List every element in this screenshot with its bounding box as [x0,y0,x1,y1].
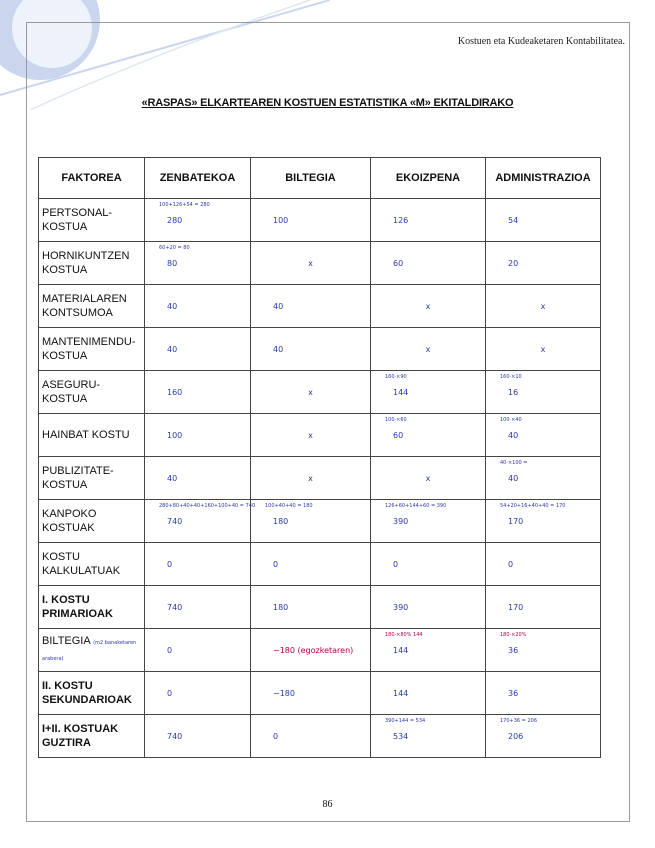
table-cell [251,629,371,672]
table-cell [486,715,601,758]
table-cell [251,371,371,414]
handwritten-value: 40 [167,474,178,483]
table-cell [251,285,371,328]
table-cell [251,457,371,500]
handwritten-value: 740 [167,603,183,612]
table-cell [486,586,601,629]
row-label-text: HAINBAT KOSTU [42,429,130,441]
row-label [39,328,145,371]
table-header-row [39,158,601,199]
table-row [39,328,601,371]
table-cell [145,543,251,586]
page-number: 86 [322,799,333,810]
handwritten-calculation: 100·×60 [385,417,407,423]
table-cell [251,199,371,242]
handwritten-calculation: 170+36 = 206 [500,718,538,724]
handwritten-value: −180 [273,689,295,698]
handwritten-value: 60 [393,259,404,268]
table-cell [251,328,371,371]
table-cell [371,543,486,586]
handwritten-calculation: 126+60+144+60 = 390 [385,503,447,509]
table-cell [371,414,486,457]
table-row [39,500,601,543]
handwritten-value: 180 [273,517,289,526]
handwritten-calculation: 160·×10 [500,374,522,380]
table-cell [486,371,601,414]
row-label [39,371,145,414]
row-label [39,672,145,715]
handwritten-value: 206 [508,732,524,741]
table-cell [251,543,371,586]
row-label-text: MATERIALAREN KONTSUMOA [42,293,127,319]
table-cell [251,242,371,285]
table-row [39,371,601,414]
handwritten-value: x [425,345,431,354]
table-cell [371,285,486,328]
handwritten-value: 36 [508,689,519,698]
column-header: FAKTOREA [39,158,145,199]
handwritten-value: 100 [273,216,289,225]
handwritten-calculation: 100·×40 [500,417,522,423]
row-label [39,199,145,242]
table-cell [486,457,601,500]
row-label [39,629,145,672]
row-label-text: ASEGURU-KOSTUA [42,379,101,405]
handwritten-value: 0 [393,560,399,569]
handwritten-value: 390 [393,517,409,526]
handwritten-calculation: 280+80+40+40+160+100+40 = 740 [159,503,256,509]
handwritten-value: 280 [167,216,183,225]
row-label-text: BILTEGIA [42,635,91,647]
handwritten-value: 0 [167,560,173,569]
row-label [39,715,145,758]
row-label-text: PUBLIZITATE-KOSTUA [42,465,114,491]
handwritten-value: x [308,431,313,440]
table-row [39,199,601,242]
row-label-text: HORNIKUNTZEN KOSTUA [42,250,130,276]
table-row [39,285,601,328]
table-cell [486,328,601,371]
table-cell [371,715,486,758]
row-label [39,586,145,629]
handwritten-value: 144 [393,689,409,698]
table-cell [486,500,601,543]
handwritten-value: 534 [393,732,409,741]
row-label [39,457,145,500]
table-row [39,629,601,672]
handwritten-value: 170 [508,517,524,526]
table-cell [145,672,251,715]
column-header: BILTEGIA [251,158,371,199]
handwritten-value: 36 [508,646,519,655]
handwritten-value: 100 [167,431,183,440]
row-label [39,543,145,586]
table-row [39,543,601,586]
handwritten-value: x [540,302,546,311]
handwritten-calculation: 54+20+16+40+40 = 170 [500,503,566,509]
table-row [39,672,601,715]
handwritten-value: x [308,474,313,483]
handwritten-value: 0 [167,689,173,698]
handwritten-value: 160 [167,388,183,397]
handwritten-value: 40 [508,474,519,483]
handwritten-value: −180 (egozketaren) [273,646,354,655]
handwritten-value: 60 [393,431,404,440]
table-row [39,457,601,500]
table-cell [486,543,601,586]
handwritten-value: 40 [273,302,284,311]
handwritten-calculation: 180·×80% 144 [385,632,423,638]
table-cell [371,328,486,371]
table-cell [486,414,601,457]
handwritten-value: 80 [167,259,178,268]
table-cell [371,457,486,500]
cost-statistics-table [38,157,601,758]
table-cell [371,586,486,629]
handwritten-value: 390 [393,603,409,612]
handwritten-value: 180 [273,603,289,612]
table-cell [371,500,486,543]
row-label-text: KOSTU KALKULATUAK [42,551,121,577]
handwritten-value: 40 [508,431,519,440]
table-row [39,715,601,758]
handwritten-value: x [425,474,431,483]
row-label [39,414,145,457]
handwritten-value: x [540,345,546,354]
table-row [39,242,601,285]
page-title: «RASPAS» ELKARTEAREN KOSTUEN ESTATISTIKA «M» EKITALDIRAKO [141,97,514,109]
row-label-text: MANTENIMENDU-KOSTUA [42,336,136,362]
handwritten-value: 0 [273,560,279,569]
table-cell [371,629,486,672]
table-cell [251,715,371,758]
handwritten-calculation: 390+144 = 534 [385,718,426,724]
table-cell [145,500,256,543]
table-cell [145,457,251,500]
handwritten-value: 0 [508,560,514,569]
handwritten-calculation: 100+40+40 = 180 [265,503,313,509]
handwritten-value: 740 [167,517,183,526]
handwritten-value: 54 [508,216,519,225]
table-cell [371,371,486,414]
table-cell [145,371,251,414]
handwritten-value: 0 [167,646,173,655]
column-header: EKOIZPENA [371,158,486,199]
handwritten-value: 40 [167,345,178,354]
table-cell [486,242,601,285]
handwritten-calculation: 180·×20% [500,632,527,638]
table-cell [145,586,251,629]
table-cell [371,242,486,285]
column-header: ZENBATEKOA [145,158,251,199]
handwritten-calculation: 40·×100 = [500,460,528,466]
row-label-note: (m2 banaketaren arabera) [42,640,137,662]
table-row [39,586,601,629]
table-cell [145,285,251,328]
handwritten-value: 0 [273,732,279,741]
handwritten-value: 144 [393,388,409,397]
row-label-text: II. KOSTU SEKUNDARIOAK [42,680,132,706]
handwritten-value: x [308,259,313,268]
handwritten-value: 144 [393,646,409,655]
table-cell [145,199,251,242]
row-label [39,285,145,328]
table-cell [145,715,251,758]
table-cell [251,672,371,715]
table-cell [145,629,251,672]
handwritten-value: x [308,388,313,397]
table-cell [486,672,601,715]
handwritten-value: 126 [393,216,409,225]
handwritten-calculation: 160·×90 [385,374,407,380]
handwritten-calculation: 60+20 = 80 [159,245,190,251]
handwritten-value: x [425,302,431,311]
table-cell [486,199,601,242]
table-cell [371,672,486,715]
handwritten-calculation: 100+126+54 = 280 [159,202,210,208]
table-cell [251,500,371,543]
table-cell [145,242,251,285]
table-cell [486,629,601,672]
handwritten-value: 40 [273,345,284,354]
table-cell [145,328,251,371]
handwritten-value: 40 [167,302,178,311]
row-label-text: KANPOKO KOSTUAK [42,508,97,534]
row-label [39,500,145,543]
column-header: ADMINISTRAZIOA [486,158,601,199]
handwritten-value: 16 [508,388,519,397]
table-cell [371,199,486,242]
running-header: Kostuen eta Kudeaketaren Kontabilitatea. [457,36,625,47]
table-cell [251,414,371,457]
table-cell [486,285,601,328]
table-cell [251,586,371,629]
row-label [39,242,145,285]
table-cell [145,414,251,457]
table-row [39,414,601,457]
row-label-text: I+II. KOSTUAK GUZTIRA [42,723,119,749]
row-label-text: PERTSONAL-KOSTUA [42,207,113,233]
handwritten-value: 170 [508,603,524,612]
handwritten-value: 740 [167,732,183,741]
handwritten-value: 20 [508,259,519,268]
row-label-text: I. KOSTU PRIMARIOAK [42,594,113,620]
